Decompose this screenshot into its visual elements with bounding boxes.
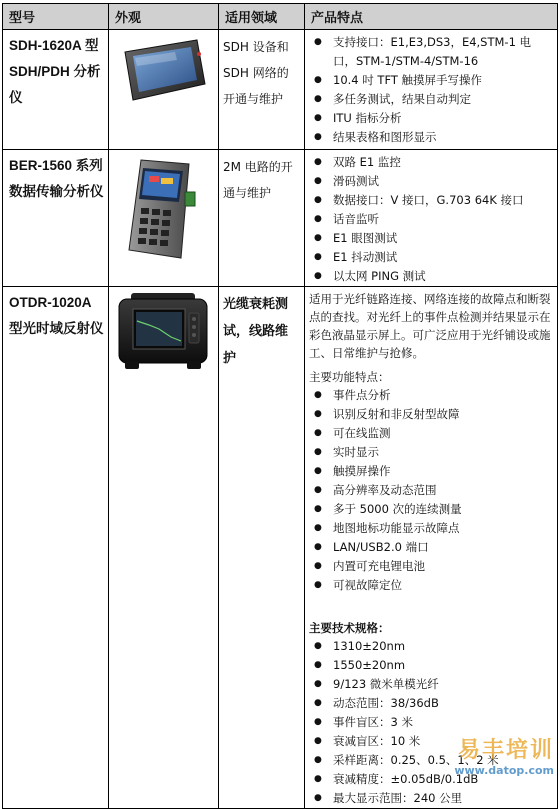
watermark-url: www.datop.com: [454, 764, 554, 777]
otdr-image: [115, 291, 211, 371]
sdh-analyzer-image: [115, 34, 211, 106]
list-item: ● 地图地标功能显示故障点: [309, 519, 553, 538]
list-item: ● 双路 E1 监控: [309, 153, 553, 172]
list-item: ● 多任务测试，结果自动判定: [309, 90, 553, 109]
list-item: ● 最大显示范围：240 公里: [309, 789, 553, 808]
appearance-cell: [109, 287, 219, 809]
field-cell: 光缆衰耗测试，线路维护: [219, 287, 305, 809]
product-table: [2, 3, 558, 809]
list-item: ● 多于 5000 次的连续测量: [309, 500, 553, 519]
header-appearance: 外观: [109, 4, 219, 30]
list-item: ● 可视故障定位: [309, 576, 553, 595]
list-item: ● LAN/USB2.0 端口: [309, 538, 553, 557]
list-item: ● 结果表格和图形显示: [309, 128, 553, 147]
features-cell: [305, 30, 558, 150]
list-item: ● 1310±20nm: [309, 637, 553, 656]
list-item: ● 事件点分析: [309, 386, 553, 405]
appearance-cell: [109, 30, 219, 150]
list-item: ● 采样距离：0.25、0.5、1、2 米: [309, 751, 553, 770]
list-item: ● 10.4 吋 TFT 触摸屏手写操作: [309, 71, 553, 90]
list-item: ● 话音监听: [309, 210, 553, 229]
model-cell: OTDR-1020A 型光时域反射仪: [3, 287, 109, 809]
otdr-description: 适用于光纤链路连接、网络连接的故障点和断裂点的查找。对光纤上的事件点检测并结果显示在彩色液晶显示屏上。可广泛应用于光纤铺设或施工、日常维护与抢修。: [309, 292, 551, 360]
field-cell: 2M 电路的开通与维护: [219, 150, 305, 287]
list-item: ● E1 抖动测试: [309, 248, 553, 267]
list-item: ● 内置可充电锂电池: [309, 557, 553, 576]
header-field: 适用领域: [219, 4, 305, 30]
list-item: ● 衰减盲区：10 米: [309, 732, 553, 751]
list-item: ● 1550±20nm: [309, 656, 553, 675]
list-item: ● 9/123 微米单模光纤: [309, 675, 553, 694]
header-row: [3, 4, 558, 30]
table-row: [3, 30, 558, 150]
list-item: ● E1 眼图测试: [309, 229, 553, 248]
list-item: ● ITU 指标分析: [309, 109, 553, 128]
list-item: ● 滑码测试: [309, 172, 553, 191]
list-item: ● 高分辨率及动态范围: [309, 481, 553, 500]
list-item: ● 动态范围：38/36dB: [309, 694, 553, 713]
model-cell: SDH-1620A 型 SDH/PDH 分析仪: [3, 30, 109, 150]
functions-title: 主要功能特点：: [309, 370, 390, 384]
list-item: ● 事件盲区：3 米: [309, 713, 553, 732]
ber-analyzer-image: [115, 154, 211, 264]
header-model: 型号: [3, 4, 109, 30]
appearance-cell: [109, 150, 219, 287]
field-cell: SDH 设备和 SDH 网络的开通与维护: [219, 30, 305, 150]
list-item: ● 支持接口：E1,E3,DS3，E4,STM-1 电口，STM-1/STM-4/STM-16: [309, 33, 553, 71]
list-item: ● 衰减精度：±0.05dB/0.1dB: [309, 770, 553, 789]
watermark-text: 易丰培训: [457, 738, 554, 763]
table-row: [3, 150, 558, 287]
list-item: ● 识别反射和非反射型故障: [309, 405, 553, 424]
list-item: ● 以太网 PING 测试: [309, 267, 553, 286]
watermark: [454, 733, 554, 777]
list-item: ● 可在线监测: [309, 424, 553, 443]
features-cell: [305, 150, 558, 287]
specs-title: 主要技术规格：: [309, 621, 390, 635]
list-item: ● 触摸屏操作: [309, 462, 553, 481]
table-row: [3, 287, 558, 809]
features-cell: [305, 287, 558, 809]
model-cell: BER-1560 系列数据传输分析仪: [3, 150, 109, 287]
header-features: 产品特点: [305, 4, 558, 30]
list-item: ● 实时显示: [309, 443, 553, 462]
list-item: ● 数据接口：V 接口，G.703 64K 接口: [309, 191, 553, 210]
